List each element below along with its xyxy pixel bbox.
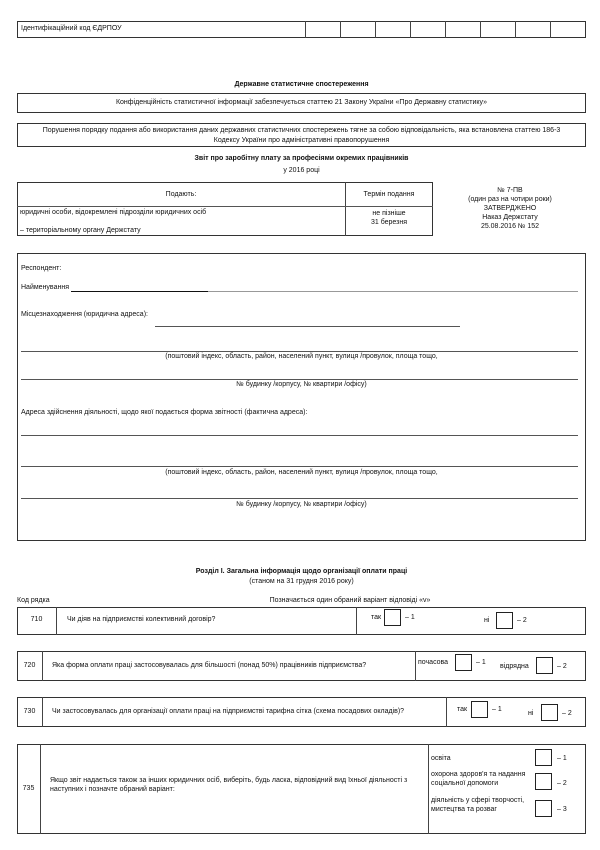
address-line-1[interactable] — [21, 351, 578, 352]
row-730-opt1-value: – 1 — [492, 706, 502, 713]
submit-col1-header: Подають: — [165, 191, 197, 198]
row-735-opt2-checkbox[interactable] — [535, 773, 552, 790]
confidentiality-text: Конфіденційність статистичної інформації забезпечується статтею 21 Закону України «Про Державну статистику» — [115, 99, 488, 106]
submit-deadline-2: 31 березня — [370, 219, 408, 226]
report-year: у 2016 році — [283, 167, 320, 174]
row-720-code: 720 — [23, 662, 36, 669]
submit-row-text-2: – територіальному органу Держстату — [20, 227, 141, 234]
report-title: Звіт про заробітну плату за професіями окремих працівників — [194, 155, 409, 162]
violation-text-1: Порушення порядку подання або використання даних державних статистичних спостережень тягне за собою відповідальність, яка встановлена статтею 186-3 — [42, 127, 561, 134]
row-720-opt2-value: – 2 — [557, 663, 567, 670]
row-735-opt3-label-2: мистецтва та розваг — [431, 806, 497, 813]
observation-title: Державне статистичне спостереження — [234, 81, 369, 88]
address-hint-2: (поштовий індекс, область, район, населений пункт, вулиця /провулок, площа тощо, — [165, 469, 438, 476]
building-hint-2: № будинку /корпусу, № квартири /офісу) — [236, 501, 367, 508]
actual-address-label: Адреса здійснення діяльності, щодо якої подається форма звітності (фактична адреса): — [21, 409, 308, 416]
row-735-question: Якщо звіт надається також за інших юридичних осіб, виберіть, будь ласка, відповідний вид їхньої діяльності з наступних і позначте обраний варіант: — [50, 777, 408, 793]
actual-address-line-1[interactable] — [21, 435, 578, 436]
form-date: 25.08.2016 № 152 — [480, 223, 540, 230]
row-710-opt1-value: – 1 — [405, 614, 415, 621]
actual-address-line-3[interactable] — [21, 498, 578, 499]
section1-subtitle: (станом на 31 грудня 2016 року) — [249, 578, 354, 585]
row-735-code: 735 — [22, 785, 35, 792]
violation-text-2: Кодексу України про адміністративні правопорушення — [213, 137, 390, 144]
address-line-2[interactable] — [21, 379, 578, 380]
code-header: Код рядка — [17, 597, 50, 604]
building-hint: № будинку /корпусу, № квартири /офісу) — [236, 381, 367, 388]
name-field[interactable] — [71, 291, 208, 292]
row-720-opt1-value: – 1 — [476, 659, 486, 666]
row-720-question: Яка форма оплати праці застосовувалась для більшості (понад 50%) працівників підприємства? — [52, 662, 367, 669]
respondent-label: Респондент: — [21, 265, 62, 272]
row-735-opt3-checkbox[interactable] — [535, 800, 552, 817]
form-info — [455, 186, 565, 231]
form-frequency: (один раз на чотири роки) — [468, 196, 552, 203]
submit-col2-header: Термін подання — [363, 191, 415, 198]
actual-address-line-2[interactable] — [21, 466, 578, 467]
row-735-opt2-label-2: соціальної допомоги — [431, 780, 499, 787]
form-approved: ЗАТВЕРДЖЕНО — [483, 205, 537, 212]
row-730-opt2-label: ні — [528, 710, 534, 717]
row-730-opt2-checkbox[interactable] — [541, 704, 558, 721]
row-735-opt2-value: – 2 — [557, 780, 567, 787]
row-710-opt1-label: так — [371, 614, 382, 621]
row-720-opt2-label: відрядна — [500, 663, 529, 670]
row-735-opt1-value: – 1 — [557, 755, 567, 762]
row-720-opt1-label: почасова — [418, 659, 449, 666]
location-field[interactable] — [155, 326, 460, 327]
row-710-opt1-checkbox[interactable] — [384, 609, 401, 626]
row-730-opt2-value: – 2 — [562, 710, 572, 717]
submit-row-text-1: юридичні особи, відокремлені підрозділи юридичних осіб — [20, 209, 207, 216]
location-label: Місцезнаходження (юридична адреса): — [21, 311, 148, 318]
row-710-opt2-label: ні — [484, 617, 490, 624]
instruction-text: Позначається один обраний варіант відповіді «v» — [269, 597, 431, 604]
row-735-opt3-label-1: діяльність у сфері творчості, — [431, 797, 525, 804]
edrpou-label: Ідентифікаційний код ЄДРПОУ — [21, 25, 122, 32]
row-730-opt1-label: так — [457, 706, 468, 713]
row-730-opt1-checkbox[interactable] — [471, 701, 488, 718]
form-order: Наказ Держстату — [482, 214, 538, 221]
row-710-opt2-value: – 2 — [517, 617, 527, 624]
row-735-opt1-checkbox[interactable] — [535, 749, 552, 766]
row-710-code: 710 — [30, 616, 43, 623]
row-735-opt2-label-1: охорона здоров'я та надання — [431, 771, 526, 778]
name-label: Найменування — [21, 284, 69, 291]
row-720-opt1-checkbox[interactable] — [455, 654, 472, 671]
row-710-question: Чи діяв на підприємстві колективний договір? — [67, 616, 216, 623]
row-730-code: 730 — [23, 708, 36, 715]
row-735-opt1-label: освіта — [431, 755, 451, 762]
row-710-opt2-checkbox[interactable] — [496, 612, 513, 629]
submit-deadline-1: не пізніше — [372, 210, 406, 217]
row-730-question: Чи застосовувалась для організації оплати праці на підприємстві тарифна сітка (схема посадових окладів)? — [52, 708, 405, 715]
address-hint: (поштовий індекс, область, район, населений пункт, вулиця /провулок, площа тощо, — [165, 353, 438, 360]
section1-title: Розділ І. Загальна інформація щодо організації оплати праці — [195, 568, 408, 575]
row-735-opt3-value: – 3 — [557, 806, 567, 813]
row-720-opt2-checkbox[interactable] — [536, 657, 553, 674]
form-number: № 7-ПВ — [497, 187, 523, 194]
